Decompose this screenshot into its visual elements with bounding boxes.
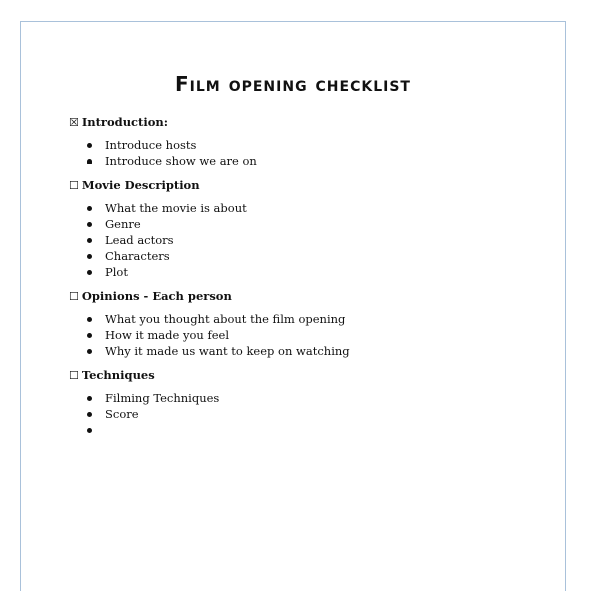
bullet-icon <box>87 206 92 211</box>
checked-checkbox-icon[interactable]: ☒ <box>69 116 79 129</box>
section-heading-label: Techniques <box>81 368 155 382</box>
bullet-icon <box>87 143 92 148</box>
list-item-text: How it made you feel <box>105 328 230 342</box>
list-item-text: Score <box>105 407 139 421</box>
bullet-list <box>69 200 539 280</box>
list-item-text: Characters <box>105 249 170 263</box>
list-item <box>69 311 539 327</box>
bullet-list <box>69 311 539 359</box>
unchecked-checkbox-icon[interactable]: ☐ <box>69 369 79 382</box>
page-title: Film opening checklist <box>175 72 411 96</box>
list-item[interactable] <box>69 422 539 438</box>
section-heading-movie-description <box>69 177 539 193</box>
list-item <box>69 390 539 406</box>
club-bullet-icon <box>87 159 92 164</box>
list-item-text: Why it made us want to keep on watching <box>105 344 350 358</box>
unchecked-checkbox-icon[interactable]: ☐ <box>69 179 79 192</box>
list-item <box>69 248 539 264</box>
list-item <box>69 200 539 216</box>
list-item <box>69 406 539 422</box>
section-heading-introduction <box>69 114 539 130</box>
bullet-icon <box>87 333 92 338</box>
bullet-icon <box>87 317 92 322</box>
bullet-icon <box>87 349 92 354</box>
list-item-text: Genre <box>105 217 141 231</box>
list-item <box>69 264 539 280</box>
bullet-icon <box>87 396 92 401</box>
checklist <box>69 114 539 446</box>
list-item-text: What the movie is about <box>105 201 247 215</box>
list-item-text: Introduce show we are on <box>105 154 257 168</box>
bullet-icon <box>87 222 92 227</box>
list-item <box>69 216 539 232</box>
list-item <box>69 153 539 169</box>
list-item <box>69 137 539 153</box>
list-item-text: Lead actors <box>105 233 174 247</box>
bullet-icon <box>87 238 92 243</box>
section-heading-label: Opinions - Each person <box>81 289 232 303</box>
list-item-text: Filming Techniques <box>105 391 220 405</box>
section-heading-techniques <box>69 367 539 383</box>
list-item-text: Introduce hosts <box>105 138 197 152</box>
section-heading-label: Movie Description <box>81 178 200 192</box>
list-item-text: Plot <box>105 265 128 279</box>
section-heading-opinions <box>69 288 539 304</box>
list-item <box>69 343 539 359</box>
section-heading-label: Introduction: <box>81 115 169 129</box>
bullet-icon <box>87 412 92 417</box>
list-item <box>69 232 539 248</box>
document-page <box>20 21 566 591</box>
bullet-icon <box>87 270 92 275</box>
bullet-icon <box>87 428 92 433</box>
bullet-icon <box>87 254 92 259</box>
list-item <box>69 327 539 343</box>
bullet-list <box>69 390 539 438</box>
bullet-list <box>69 137 539 169</box>
list-item-text: What you thought about the film opening <box>105 312 346 326</box>
unchecked-checkbox-icon[interactable]: ☐ <box>69 290 79 303</box>
